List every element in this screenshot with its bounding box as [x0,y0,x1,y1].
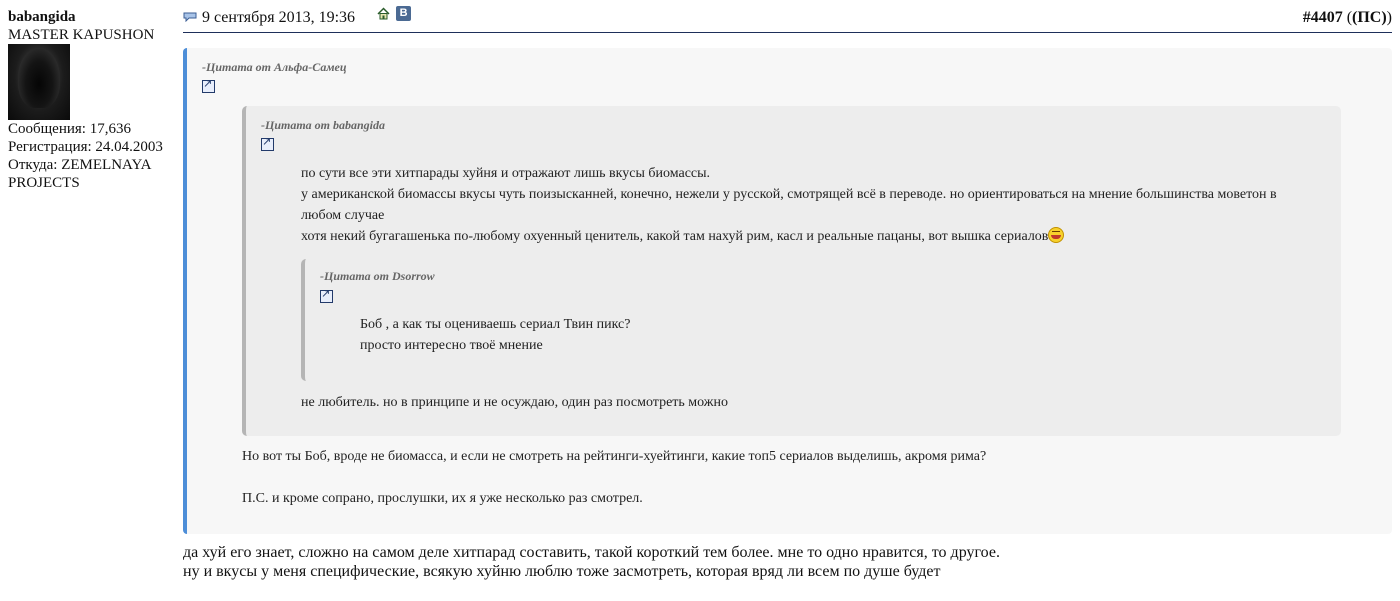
home-icon[interactable] [377,7,390,20]
avatar[interactable] [8,44,70,120]
quote-text: Но вот ты Боб, вроде не биомасса, и если не смотреть на рейтинги-хуейтинги, какие топ5 сериалов выделишь, акромя рима? П.С. и кроме сопрано, прослушки, их я уже несколько раз смотрел. [242,449,987,506]
quote-block-alfa-samets [183,48,1392,534]
vk-share-icon[interactable]: В [396,6,411,21]
username-link[interactable]: babangida [8,9,76,25]
user-title: MASTER KAPUSHON [8,27,155,43]
post-number-link[interactable]: #4407 [1302,9,1343,26]
quote-text: по сути все эти хитпарады хуйня и отражают лишь вкусы биомассы. у американской биомассы вкусы чуть поизысканней, конечно, нежели у русской, смотрящей всё в переводе. но ориентироваться на мнение большинства моветон в любом случае хотя некий бугагашенька по-любому охуенный ценитель, какой там нахуй рим, касл и реальные пацаны, вот вышка сериалов [301,166,1277,244]
smiley-tongue-icon [1048,227,1064,243]
forum-post [183,0,1392,580]
quote-title: -Цитата от Альфа-Самец [202,60,347,74]
quote-title: -Цитата от babangida [261,118,386,132]
user-location-cont: PROJECTS [8,175,80,191]
goto-quoted-post-icon[interactable] [261,138,274,151]
post-date: 9 сентября 2013, 19:36 [202,9,356,26]
quote-text: Боб , а как ты оцениваешь сериал Твин пикс? просто интересно твоё мнение [360,317,631,353]
quote-block-babangida [242,106,1341,436]
quote-title: -Цитата от Dsorrow [320,269,435,283]
goto-quoted-post-icon[interactable] [202,80,215,93]
quote-text: не любитель. но в принципе и не осуждаю, один раз посмотреть можно [301,395,728,410]
quote-block-dsorrow [301,259,1336,381]
user-registration-date: Регистрация: 24.04.2003 [8,139,163,155]
goto-quoted-post-icon[interactable] [320,290,333,303]
user-location: Откуда: ZEMELNAYA [8,157,152,173]
post-number-suffix: ((ПС)) [1346,9,1392,26]
post-icon [183,12,197,22]
post-message: да хуй его знает, сложно на самом деле хитпарад составить, такой короткий тем более. мне то одно нравится, то другое. ну и вкусы у меня специфические, всякую хуйню люблю тоже засмотреть, которая вряд ли всем по душе будет [183,544,1000,580]
user-post-count: Сообщения: 17,636 [8,121,131,137]
post-header [183,0,1392,33]
user-info-panel [8,8,180,192]
